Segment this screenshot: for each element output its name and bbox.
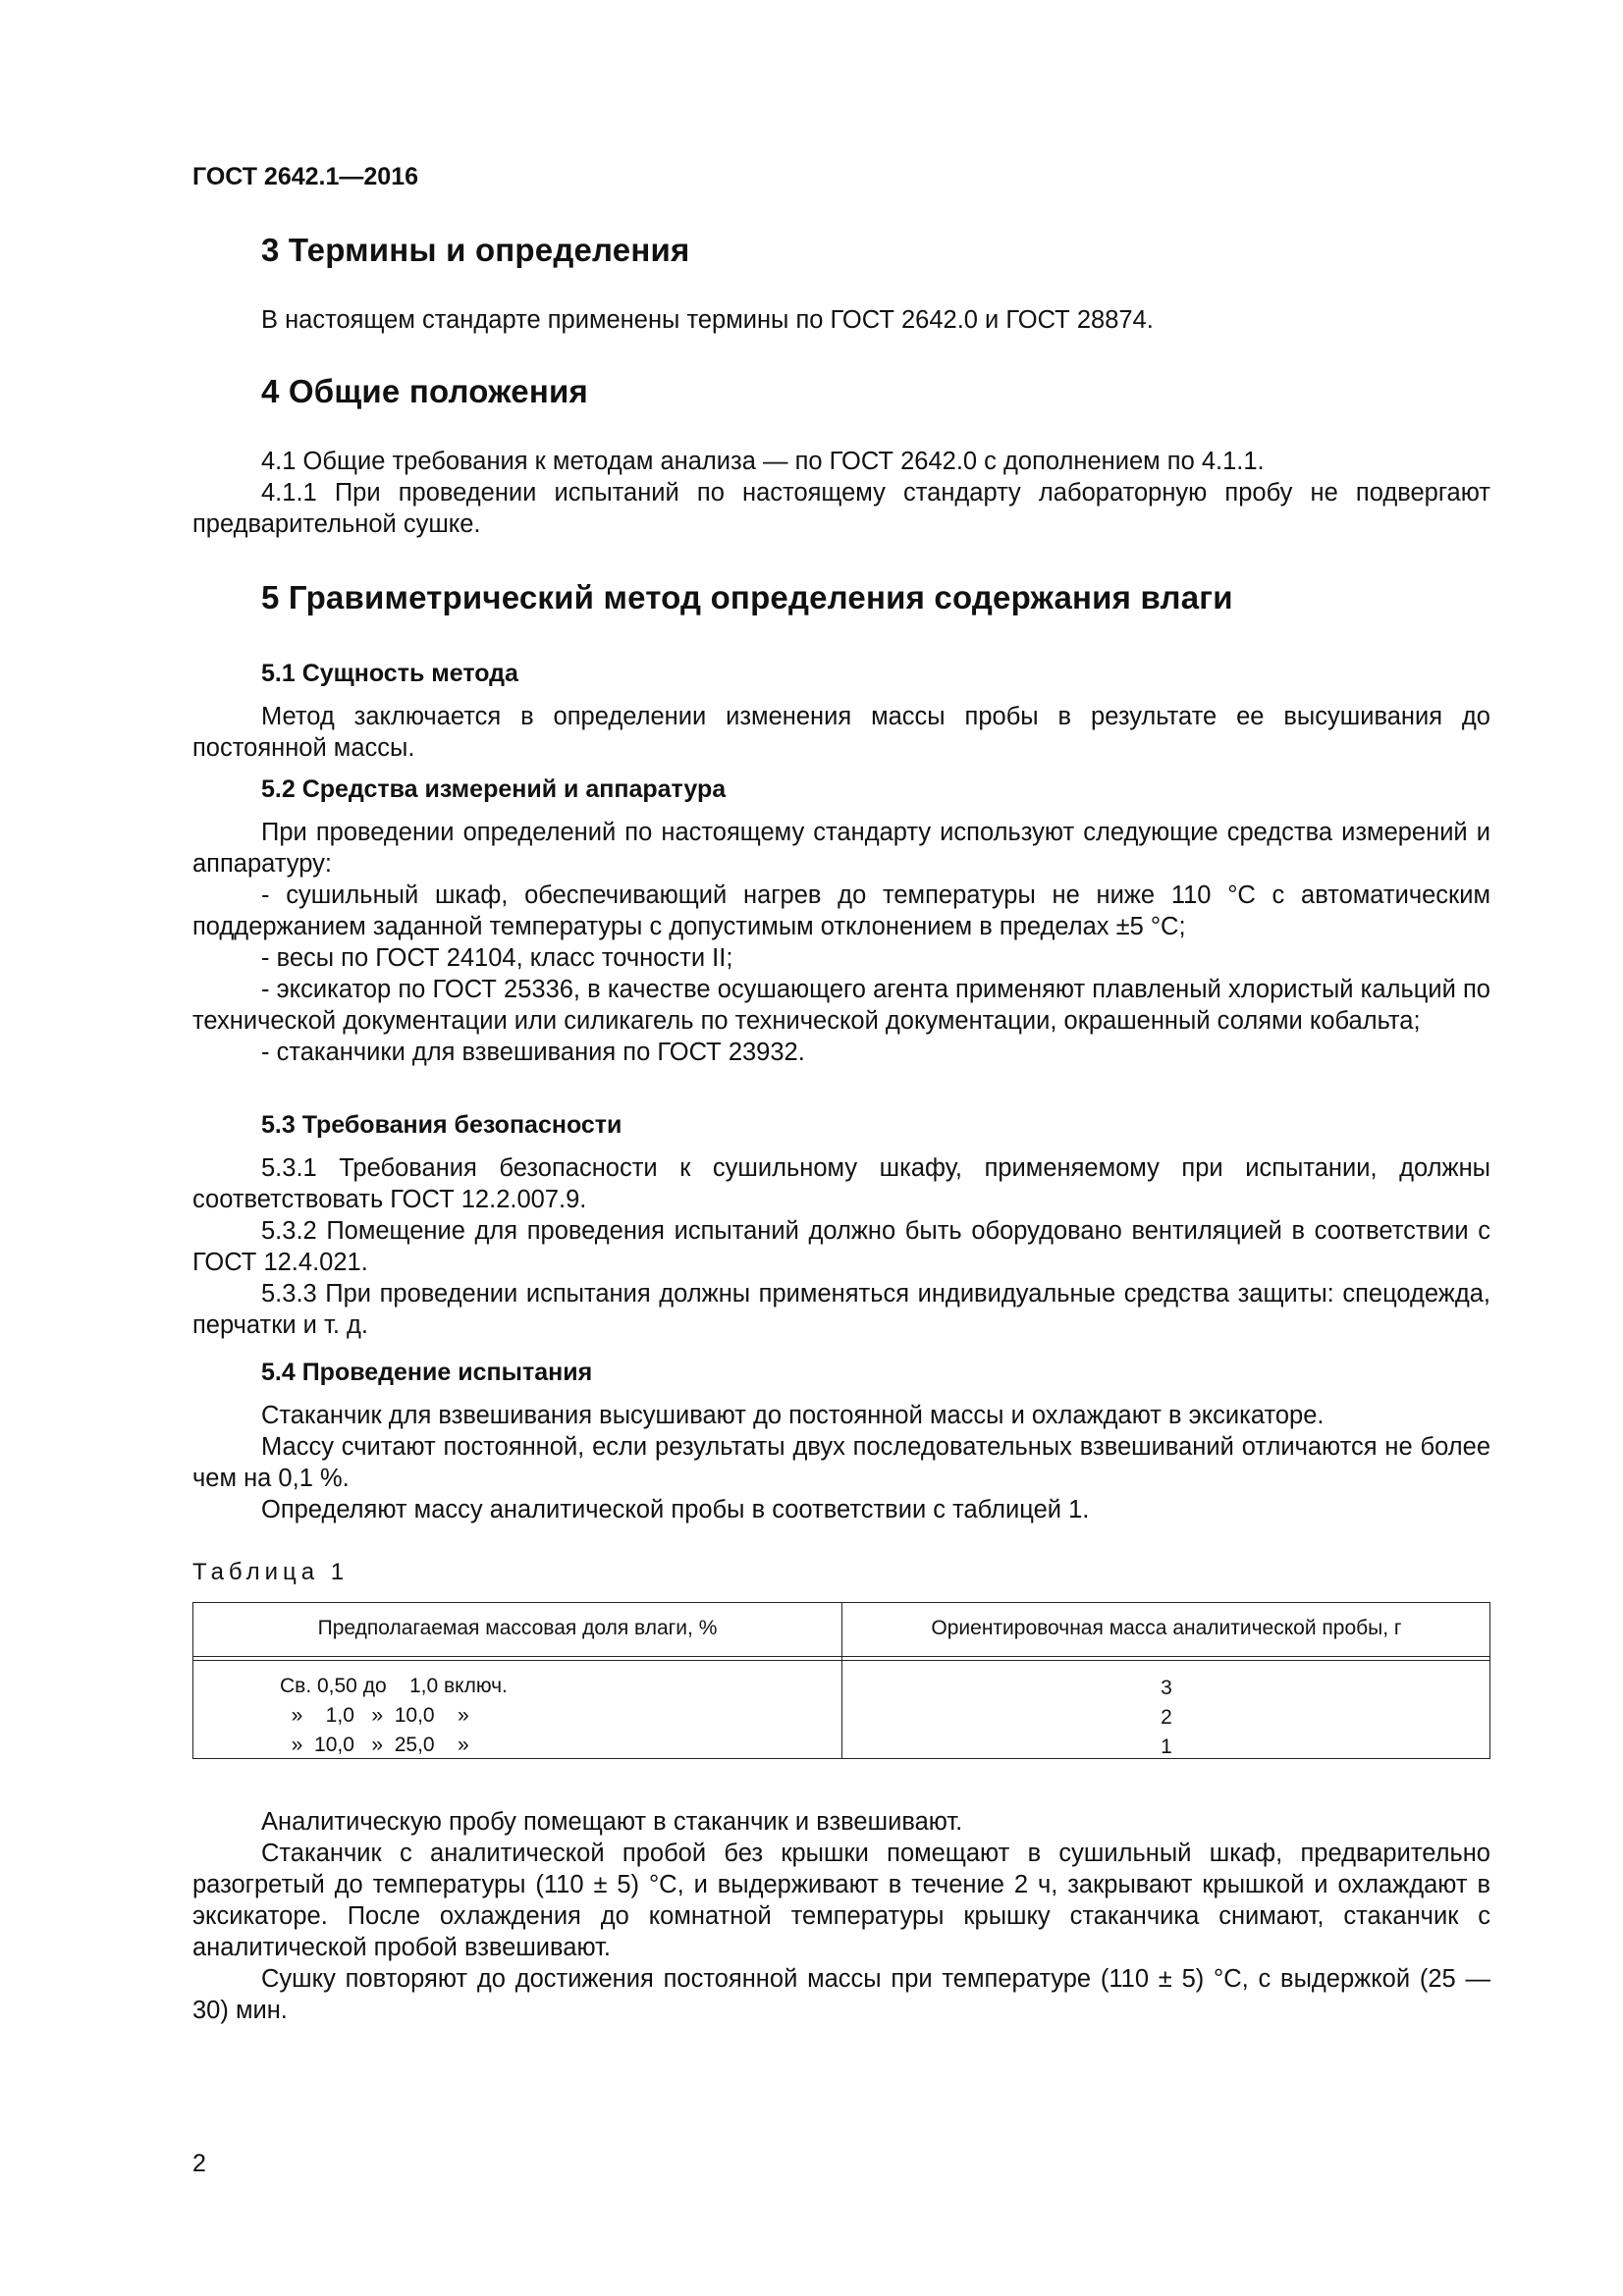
subsection-5-4-body	[192, 1400, 1490, 1525]
section-3-title: 3 Термины и определения	[261, 232, 690, 268]
clause-5-3-2: 5.3.2 Помещение для проведения испытаний должно быть оборудовано вентиляцией в соответствии с ГОСТ 12.4.021.	[192, 1217, 1490, 1276]
section-5-title: 5 Гравиметрический метод определения содержания влаги	[261, 579, 1233, 615]
subsection-5-3-title: 5.3 Требования безопасности	[261, 1111, 622, 1139]
table-header-divider	[193, 1656, 1489, 1657]
page-number: 2	[192, 2150, 206, 2177]
table-header-divider-double	[193, 1660, 1489, 1661]
document-id-header: ГОСТ 2642.1—2016	[192, 163, 419, 190]
table-cell: 1	[1161, 1735, 1172, 1758]
procedure-p2: Стаканчик с аналитической пробой без крышки помещают в сушильный шкаф, предварительно разогретый до температуры (110 ± 5) °С, и выдерживают в течение 2 ч, закрывают крышкой и охлаждают в эксикаторе. После охлаждения до комнатной температуры крышку стаканчика снимают, стаканчик с аналитической пробой взвешивают.	[192, 1840, 1490, 1961]
table-cell: 3	[1161, 1677, 1172, 1699]
subsection-5-2-intro: При проведении определений по настоящему стандарту используют следующие средства измерений и аппаратуру:	[192, 819, 1490, 878]
subsection-5-3-body	[192, 1152, 1490, 1341]
table-caption-wrap	[192, 1557, 1490, 1588]
clause-5-3-1: 5.3.1 Требования безопасности к сушильному шкафу, применяемому при испытании, должны соответствовать ГОСТ 12.2.007.9.	[192, 1154, 1490, 1213]
subsection-5-4-p3: Определяют массу аналитической пробы в соответствии с таблицей 1.	[261, 1496, 1090, 1523]
equipment-item: - стаканчики для взвешивания по ГОСТ 23932.	[261, 1039, 805, 1066]
table-header-sample-mass: Ориентировочная масса аналитической пробы, г	[931, 1617, 1402, 1639]
clause-4-1-1: 4.1.1 При проведении испытаний по настоящему стандарту лабораторную пробу не подвергают предварительной сушке.	[192, 479, 1490, 538]
table-caption: Таблица 1	[192, 1559, 350, 1585]
subsection-5-1-text: Метод заключается в определении изменения массы пробы в результате ее высушивания до постоянной массы.	[192, 703, 1490, 762]
table-1	[192, 1602, 1490, 1759]
section-4-title: 4 Общие положения	[261, 373, 588, 409]
procedure-p1: Аналитическую пробу помещают в стаканчик и взвешивают.	[261, 1808, 963, 1836]
section-3-text: В настоящем стандарте применены термины по ГОСТ 2642.0 и ГОСТ 28874.	[261, 306, 1154, 334]
subsection-5-1-body	[192, 701, 1490, 764]
procedure-continuation	[192, 1806, 1490, 2026]
equipment-item: - весы по ГОСТ 24104, класс точности II;	[261, 944, 733, 972]
table-cell-moisture-ranges: Св. 0,50 до 1,0 включ. » 1,0 » 10,0 » » 10,0 » 25,0 »	[280, 1675, 508, 1756]
subsection-5-2-title: 5.2 Средства измерений и аппаратура	[261, 775, 727, 803]
section-4-body	[192, 446, 1490, 540]
subsection-5-4-p2: Массу считают постоянной, если результаты двух последовательных взвешиваний отличаются не более чем на 0,1 %.	[192, 1433, 1490, 1492]
procedure-p3: Сушку повторяют до достижения постоянной массы при температуре (110 ± 5) °С, с выдержкой (25 — 30) мин.	[192, 1965, 1490, 2024]
subsection-5-1-title: 5.1 Сущность метода	[261, 660, 518, 687]
equipment-item: - эксикатор по ГОСТ 25336, в качестве осушающего агента применяют плавленый хлористый кальций по технической документации или силикагель по технической документации, окрашенный солями кобальта;	[192, 976, 1490, 1035]
subsection-5-2-body	[192, 817, 1490, 1068]
table-cell-sample-masses	[841, 1674, 1491, 1762]
equipment-item: - сушильный шкаф, обеспечивающий нагрев до температуры не ниже 110 °С с автоматическим поддержанием заданной температуры с допустимым отклонением в пределах ±5 °С;	[192, 881, 1490, 940]
table-header-moisture: Предполагаемая массовая доля влаги, %	[317, 1617, 718, 1639]
clause-4-1: 4.1 Общие требования к методам анализа — по ГОСТ 2642.0 с дополнением по 4.1.1.	[261, 448, 1265, 475]
table-cell: 2	[1161, 1706, 1172, 1729]
subsection-5-4-p1: Стаканчик для взвешивания высушивают до постоянной массы и охлаждают в эксикаторе.	[261, 1402, 1325, 1429]
clause-5-3-3: 5.3.3 При проведении испытания должны применяться индивидуальные средства защиты: спецодежда, перчатки и т. д.	[192, 1280, 1490, 1339]
section-3-body	[192, 304, 1490, 336]
subsection-5-4-title: 5.4 Проведение испытания	[261, 1359, 593, 1386]
